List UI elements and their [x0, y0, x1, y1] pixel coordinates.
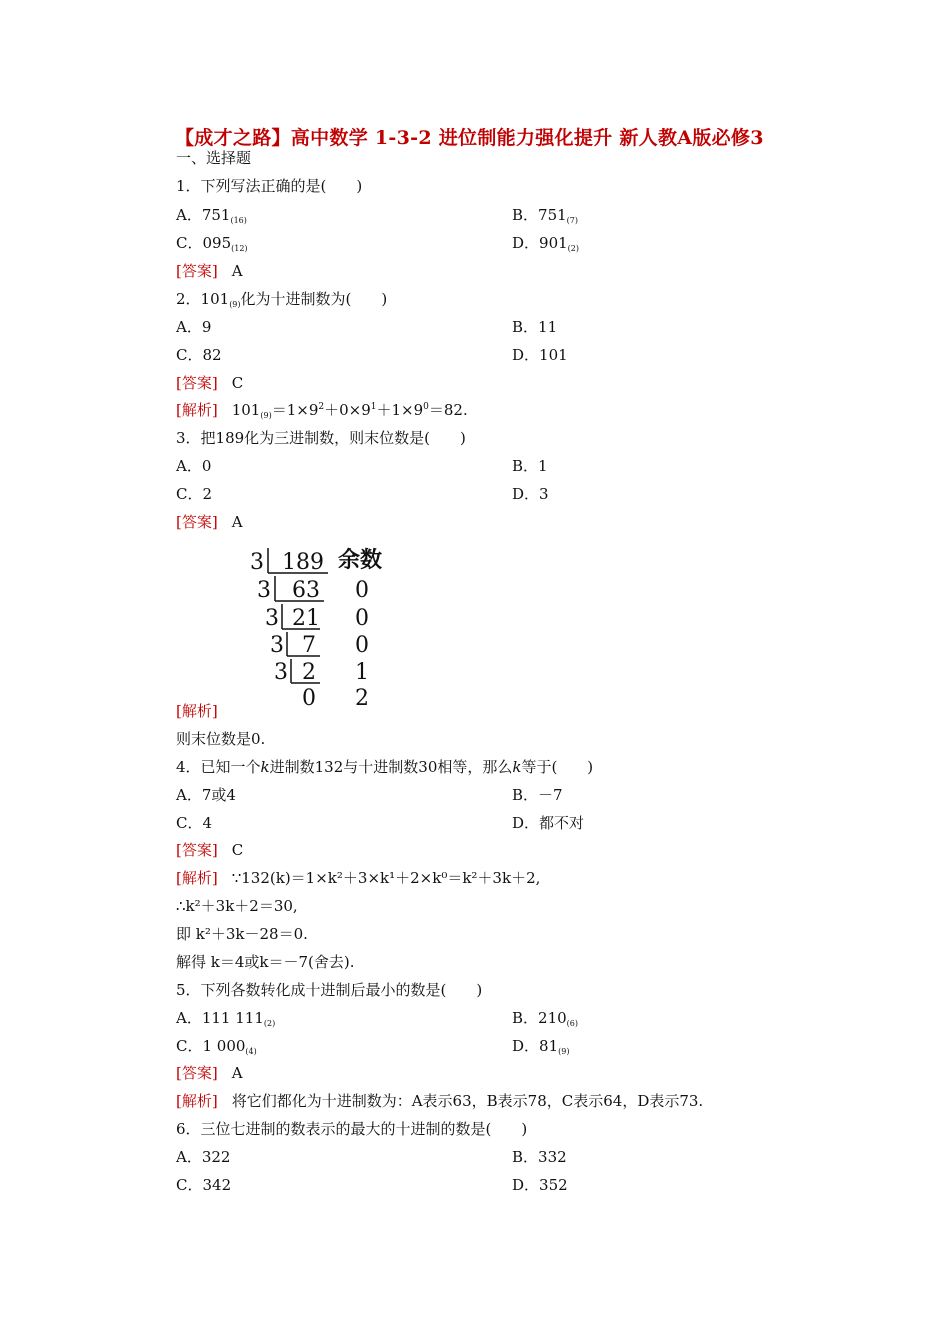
q1-option-c: C．$095_{(12)}$: [176, 234, 248, 253]
quotient-2: 63: [292, 578, 320, 603]
q4-option-b: B．－7: [512, 786, 563, 804]
remainder-3: 0: [355, 633, 369, 658]
short-division-diagram: [240, 540, 410, 715]
diagram-header: 余数: [338, 548, 383, 573]
q2-option-d: D．101: [512, 346, 568, 364]
divisor-5: 3: [274, 660, 288, 685]
q5-explanation: [解析] 将它们都化为十进制数为：A表示63，B表示78，C表示64，D表示73.: [176, 1092, 704, 1110]
divisor-3: 3: [265, 606, 279, 631]
quotient-3: 21: [292, 606, 320, 631]
q3-option-b: B．1: [512, 457, 548, 475]
q5-option-a: A．111 $111_{(2)}$: [176, 1009, 276, 1028]
q2-explanation: [解析] $101_{(9)}=1\times 9^2+0\times 9^1+1\times 9^0=82$.: [176, 401, 468, 420]
q4-option-a: A．7或4: [176, 786, 236, 804]
remainder-1: 0: [355, 578, 369, 603]
q1-option-d: D．$901_{(2)}$: [512, 234, 580, 253]
q5-stem: 5．下列各数转化成十进制后最小的数是( ): [176, 981, 483, 999]
q2-answer: [答案] C: [176, 374, 244, 392]
q3-explanation-label: [解析]: [176, 702, 218, 720]
divisor-4: 3: [270, 633, 284, 658]
q6-option-b: B．332: [512, 1148, 567, 1166]
q2-option-b: B．11: [512, 318, 558, 336]
q5-answer: [答案] A: [176, 1064, 243, 1082]
q1-answer: [答案] A: [176, 262, 243, 280]
q1-option-b: B．$751_{(7)}$: [512, 206, 578, 225]
q6-option-a: A．322: [176, 1148, 231, 1166]
q6-option-d: D．352: [512, 1176, 568, 1194]
q4-explanation-4: 解得 k＝4或k＝－7(舍去).: [176, 953, 355, 971]
page-title: 【成才之路】高中数学 1-3-2 进位制能力强化提升 新人教A版必修3: [175, 127, 764, 149]
q5-option-b: B．$210_{(6)}$: [512, 1009, 578, 1028]
remainder-2: 0: [355, 606, 369, 631]
quotient-4: 7: [302, 633, 316, 658]
q3-stem: 3．把189化为三进制数，则末位数是( ): [176, 429, 466, 447]
quotient-6: 0: [302, 686, 316, 711]
quotient-5: 2: [302, 660, 316, 685]
q2-option-a: A．9: [176, 318, 212, 336]
q5-option-d: D．$81_{(9)}$: [512, 1037, 570, 1056]
q4-answer: [答案] C: [176, 841, 244, 859]
remainder-4: 1: [355, 660, 369, 685]
q5-option-c: C．1 $000_{(4)}$: [176, 1037, 257, 1056]
q2-stem: 2．$101_{(9)}$化为十进制数为( ): [176, 290, 388, 309]
q3-option-d: D．3: [512, 485, 549, 503]
q3-option-c: C．2: [176, 485, 213, 503]
remainder-5: 2: [355, 686, 369, 711]
q3-answer: [答案] A: [176, 513, 243, 531]
divisor-2: 3: [257, 578, 271, 603]
q4-explanation-1: [解析] ∵132(k)＝1×k²＋3×k¹＋2×k⁰＝k²＋3k＋2,: [176, 869, 541, 887]
divisor-1: 3: [250, 550, 264, 575]
q6-option-c: C．342: [176, 1176, 232, 1194]
q4-explanation-3: 即 k²＋3k－28＝0.: [176, 925, 308, 943]
quotient-1: 189: [282, 550, 324, 575]
q4-explanation-2: ∴k²＋3k＋2＝30,: [176, 897, 298, 915]
q4-stem: 4．已知一个k进制数132与十进制数30相等，那么k等于( ): [176, 758, 594, 776]
q3-option-a: A．0: [176, 457, 212, 475]
q4-option-d: D．都不对: [512, 814, 585, 832]
q6-stem: 6．三位七进制的数表示的最大的十进制的数是( ): [176, 1120, 528, 1138]
q1-option-a: A．$751_{(16)}$: [176, 206, 247, 225]
q2-option-c: C．82: [176, 346, 222, 364]
section-heading: 一、选择题: [176, 149, 252, 167]
q1-stem: 1．下列写法正确的是( ): [176, 177, 363, 195]
q3-conclusion: 则末位数是0.: [176, 730, 266, 748]
q4-option-c: C．4: [176, 814, 213, 832]
